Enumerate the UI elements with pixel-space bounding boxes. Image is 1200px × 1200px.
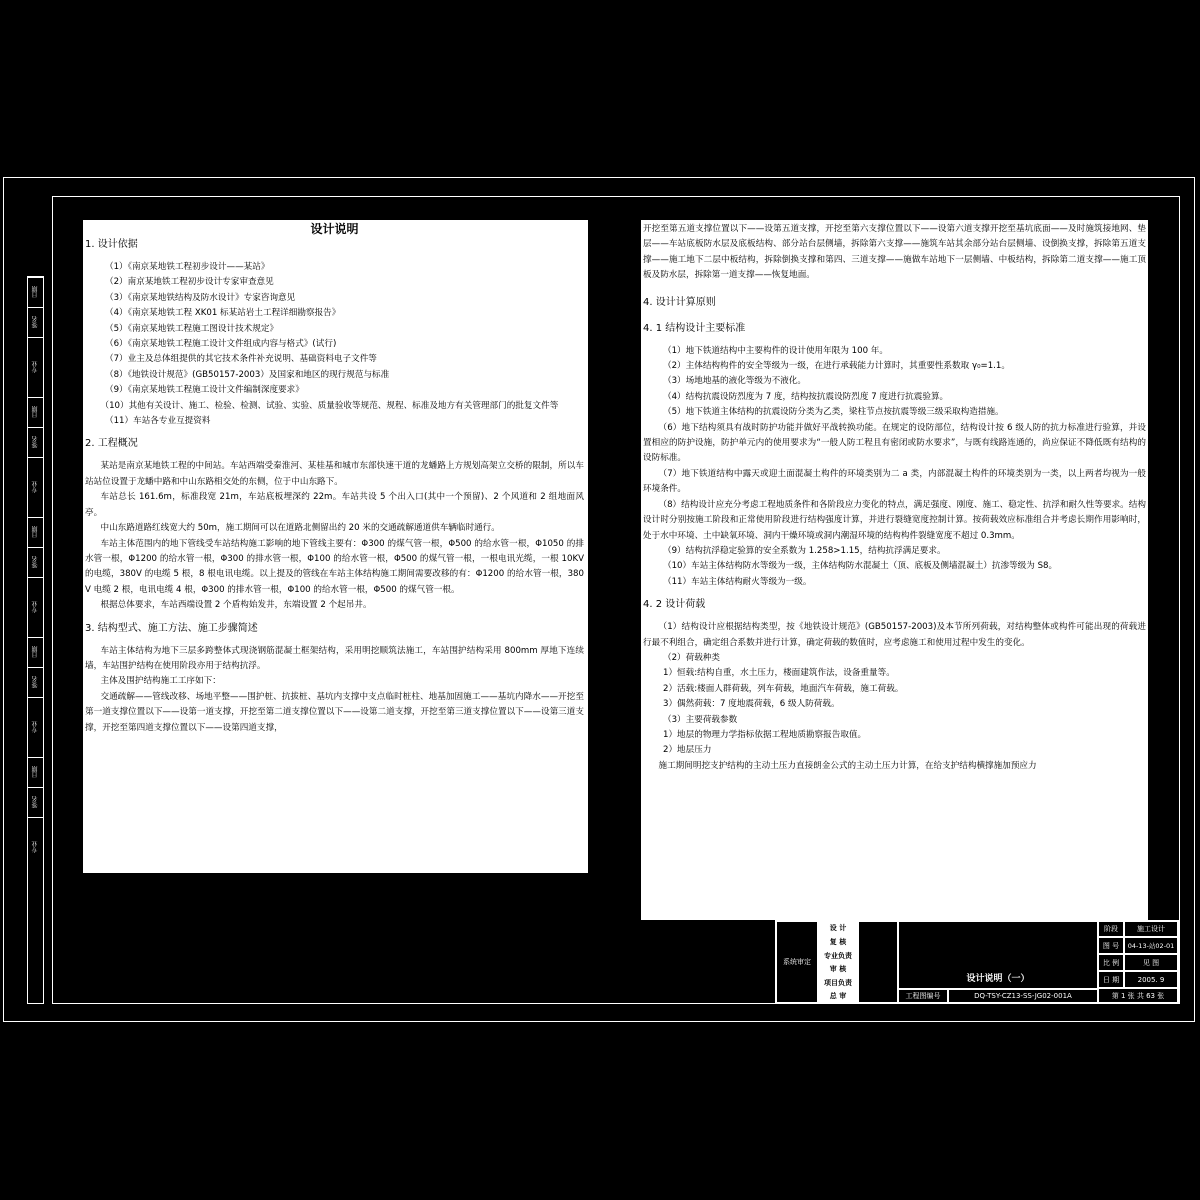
strip-cell: 签名 [28,307,43,337]
stage-value: 施工设计 [1124,921,1178,937]
role-label: 审 核 [818,962,858,976]
strip-cell: 日期 [28,277,43,307]
paragraph: 中山东路道路红线宽大约 50m，施工期间可以在道路北侧留出约 20 米的交通疏解通道供车辆临时通行。 [100,523,500,534]
list-item: （11）车站主体结构耐火等级为一级。 [663,576,812,587]
sheet-count: 第 1 张 共 63 张 [1098,988,1178,1003]
list-item: （7）业主及总体组提供的其它技术条件补充说明、基础资料电子文件等 [105,354,377,365]
paragraph: 根据总体要求，车站西端设置 2 个盾构始发井，东端设置 2 个起吊井。 [100,600,372,611]
list-item: （6）《南京某地铁工程施工设计文件组成内容与格式》(试行) [105,339,337,350]
paragraph: 车站总长 161.6m，标准段宽 21m，车站底板埋深约 22m。车站共设 5 个出入口(其中一个预留)、2 个风道和 2 组地面风亭。 [85,492,584,518]
paragraph: 开挖至第五道支撑位置以下——设第五道支撑，开挖至第六支撑位置以下——设第六道支撑开挖至基坑底面——及时施筑接地网、垫层——车站底板防水层及底板结构、部分站台层侧墙，拆除第六支撑——施筑车站其余部分站台层侧墙、设倒换支撑，拆除第五道支撑——施工地下二层中板结构，拆除倒换支撑和第四、三道支撑——施做车站地下一层侧墙、中板结构，拆除第二道支撑——施工顶板及防水层，拆除第一道支撑——恢复地面。 [643,224,1146,281]
strip-cell: 专业 [28,577,43,637]
list-item: （3）《南京某地铁结构及防水设计》专家咨询意见 [105,292,296,303]
date-value: 2005. 9 [1124,971,1178,988]
strip-cell: 日期 [28,517,43,547]
list-item: （9）《南京某地铁工程施工设计文件编制深度要求》 [105,385,304,396]
paragraph: （8）结构设计应充分考虑工程地质条件和各阶段应力变化的特点，满足强度、刚度、施工、稳定性、抗浮和耐久性等要求。结构设计时分别按施工阶段和正常使用阶段进行结构强度计算，并进行裂缝宽度控制计算。按荷载效应标准组合并考虑长期作用影响时，处于水中环境、土中缺氧环境、洞内干燥环境或洞内潮湿环境的结构构件裂缝宽度不超过 0.3mm。 [643,499,1146,541]
paragraph: （10）其他有关设计、施工、检验、检测、试验、实验、质量验收等规范、规程、标准及地方有关管理部门的批复文件等 [100,400,559,411]
list-item: 1）地层的物理力学指标依据工程地质勘察报告取值。 [663,729,867,740]
subsection-heading: 4. 2 设计荷载 [643,599,706,611]
strip-cell: 日期 [28,397,43,427]
strip-cell: 日期 [28,637,43,667]
drawing-number: DQ-TSY-CZ13-SS-JG02-001A [948,989,1098,1003]
strip-cell: 签名 [28,667,43,697]
list-item: （1）地下铁道结构中主要构件的设计使用年限为 100 年。 [663,345,888,356]
list-item: （2）主体结构构件的安全等级为一级，在进行承载能力计算时，其重要性系数取 γ₀=1.1。 [663,361,1010,372]
list-item: （4）结构抗震设防烈度为 7 度，结构按抗震设防烈度 7 度进行抗震验算。 [663,391,949,402]
page-right [641,220,1148,920]
list-item: （2）荷载种类 [663,652,721,663]
strip-cell: 签名 [28,427,43,457]
figure-no-value: 04-13-站02-01 [1124,937,1178,954]
section-heading: 1. 设计依据 [85,239,138,250]
paragraph: 主体及围护结构施工工序如下： [100,676,221,687]
paragraph: 交通疏解——管线改移、场地平整——围护桩、抗拔桩、基坑内支撑中支点临时桩柱、地基加固施工——基坑内降水——开挖至第一道支撑位置以下——设第一道支撑，开挖至第二道支撑位置以下——设第二道支撑，开挖至第三道支撑位置以下——设第三道支撑，开挖至第四道支撑位置以下——设第四道支撑， [85,691,584,733]
paragraph: （6）地下结构须具有战时防护功能并做好平战转换功能。在规定的设防部位，结构设计按 6 级人防的抗力标准进行验算，并设置相应的防护设施，防护单元内的使用要求为“一般人防工程且有密闭或防水要求”，与既有线路连通的，尚应保证不降低既有结构的设防标准。 [643,422,1146,464]
subsection-heading: 4. 1 结构设计主要标准 [643,322,746,334]
list-item: （11）车站各专业互提资料 [105,416,211,427]
strip-cell: 签名 [28,787,43,817]
scale-value: 见 图 [1124,954,1178,971]
stage-label: 阶段 [1098,921,1124,937]
strip-cell: 日期 [28,757,43,787]
signature-strip [27,276,44,1004]
page-left [83,220,588,873]
list-item: （3）主要荷载参数 [663,714,738,725]
strip-cell: 专业 [28,457,43,517]
drawing-title: 设计说明（一） [898,921,1098,989]
strip-cell: 签名 [28,547,43,577]
title-block [775,920,1179,1004]
role-label: 复 核 [818,935,858,949]
paragraph: （7）地下铁道结构中露天或迎土面混凝土构件的环境类别为二 a 类，内部混凝土构件的环境类别为一类，以上两者均视为一般环境条件。 [643,468,1146,495]
list-item: 3）偶然荷载：7 度地震荷载，6 级人防荷载。 [663,699,840,710]
strip-cell: 专业 [28,337,43,397]
list-item: （4）《南京某地铁工程 XK01 标某站岩土工程详细勘察报告》 [105,308,341,319]
list-item: （5）地下铁道主体结构的抗震设防分类为乙类，梁柱节点按抗震等级三级采取构造措施。 [663,407,1004,418]
role-label: 设 计 [818,921,858,935]
strip-cell: 专业 [28,697,43,757]
paragraph: （1）结构设计应根据结构类型，按《地铁设计规范》(GB50157-2003)及本节所列荷载，对结构整体或构件可能出现的荷载进行最不利组合，确定组合系数并进行计算，确定荷载的数值时，应考虑施工和使用过程中发生的变化。 [643,622,1146,648]
list-item: （9）结构抗浮稳定验算的安全系数为 1.258>1.15，结构抗浮满足要求。 [663,545,946,556]
strip-cell: 专业 [28,817,43,877]
role-label: 专业负责 [818,949,858,962]
section-heading: 4. 设计计算原则 [643,296,716,308]
scale-label: 比 例 [1098,954,1124,971]
list-item: （8）《地铁设计规范》(GB50157-2003）及国家和地区的现行规范与标准 [105,369,390,380]
list-item: （10）车站主体结构防水等级为一级，主体结构防水混凝土（顶、底板及侧墙混凝土）抗渗等级为 S8。 [663,561,1058,572]
section-heading: 2. 工程概况 [85,438,138,450]
list-item: 1）恒载:结构自重，水土压力，楼面建筑作法，设备重量等。 [663,668,895,679]
role-label: 总 审 [818,989,858,1003]
page-title: 设计说明 [310,222,359,236]
date-label: 日 期 [1098,971,1124,988]
signature-area [858,921,898,1003]
paragraph: 某站是南京某地铁工程的中间站。车站西端受秦淮河、某桂基和城市东部快速干道的龙蟠路上方规划高架立交桥的限制，所以车站站位设置于龙蟠中路和中山东路相交处的东侧，位于中山东路下。 [85,461,584,487]
section-heading: 3. 结构型式、施工方法、施工步骤简述 [85,622,258,634]
list-item: 2）活载:楼面人群荷载，列车荷载，地面汽车荷载，施工荷载。 [663,683,904,694]
paragraph: 车站主体范围内的地下管线受车站结构施工影响的地下管线主要有：Φ300 的煤气管一根，Φ500 的给水管一根，Φ1050 的排水管一根，Φ1200 的给水管一根，Φ300 的排水管一根，Φ100 的给水管一根，Φ500 的煤气管一根，一根电讯光缆，一根 10KV 的电缆，380V 的电缆 5 根，8 根电讯电缆。以上提及的管线在车站主体结构施工期间需要改移的有：Φ1200 的给水管一根，380V 电缆 2 根，电讯电缆 4 根，Φ300 的排水管一根，Φ100 的给水管一根，Φ500 的煤气管一根。 [85,538,584,595]
list-item: （3）场地地基的液化等级为不液化。 [663,376,806,387]
role-label: 项目负责 [818,976,858,989]
list-item: （1）《南京某地铁工程初步设计——某站》 [105,262,270,272]
paragraph: 施工期间明挖支护结构的主动土压力直接朗金公式的主动土压力计算，在给支护结构横撑施加预应力 [658,760,1037,771]
paragraph: 车站主体结构为地下三层多跨整体式现浇钢筋混凝土框架结构，采用明挖顺筑法施工，车站围护结构采用 800mm 厚地下连续墙，车站围护结构在使用阶段亦用于结构抗浮。 [85,645,584,671]
figure-no-label: 图 号 [1098,937,1124,954]
review-label: 系统审定 [776,921,818,1003]
list-item: （5）《南京某地铁工程施工图设计技术规定》 [105,323,279,334]
project-no-label: 工程图编号 [898,989,948,1003]
list-item: 2）地层压力 [663,745,712,756]
list-item: （2）南京某地铁工程初步设计专家审查意见 [105,277,274,288]
